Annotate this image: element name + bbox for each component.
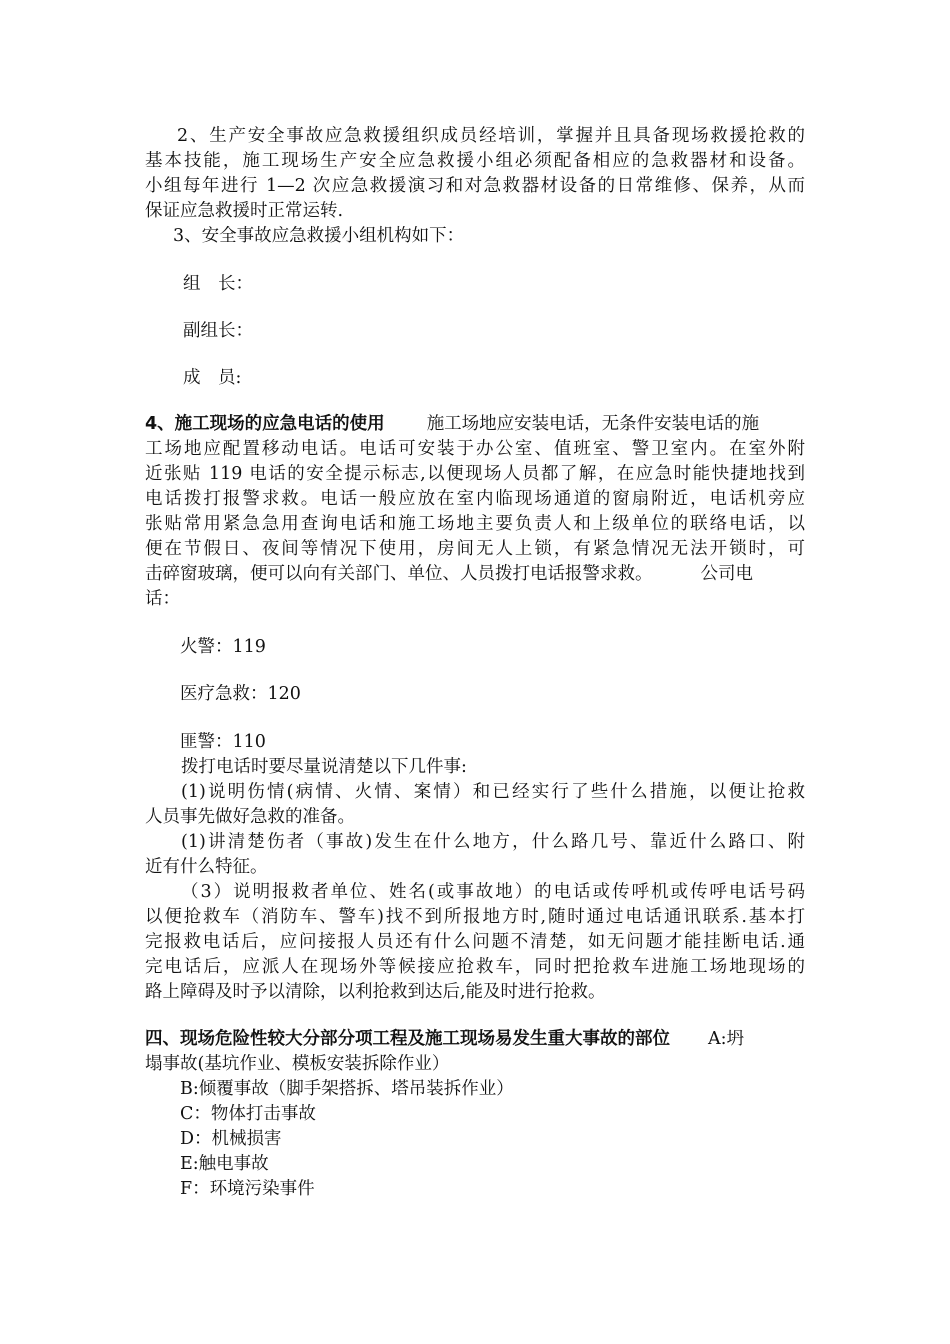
para2-line4: 保证应急救援时正常运转. <box>145 201 344 221</box>
sec4-line2: 工场地应配置移动电话。电话可安装于办公室、值班室、警卫室内。在室外附 <box>145 439 805 459</box>
secIV-line1 <box>145 1027 805 1052</box>
calls-item3-line4: 完电话后，应派人在现场外等候接应抢救车，同时把抢救车进施工场地现场的 <box>145 957 805 977</box>
group-deputy-label: 副组长： <box>183 321 253 341</box>
calls-item3-line2: 以便抢救车（消防车、警车)找不到所报地方时,随时通过电话通讯联系.基本打 <box>145 907 805 927</box>
calls-item2-line1: (1)讲清楚伤者（事故)发生在什么地方，什么路几号、靠近什么路口、附 <box>181 832 805 852</box>
sec4-line4: 电话拨打报警求救。电话一般应放在室内临现场通道的窗扇附近，电话机旁应 <box>145 489 805 509</box>
calls-item1-line2: 人员事先做好急救的准备。 <box>145 807 355 827</box>
sec4-heading: 4、施工现场的应急电话的使用 <box>145 414 385 434</box>
para3-line1: 3、安全事故应急救援小组机构如下： <box>173 226 465 246</box>
calls-item2-line2: 近有什么特征。 <box>145 857 268 877</box>
sec4-line7-b: 公司电 <box>700 564 753 584</box>
group-members-label: 成 员: <box>183 368 242 388</box>
para2-line1: 2、生产安全事故应急救援组织成员经培训，掌握并且具备现场救援抢救的 <box>177 126 805 146</box>
secIV-item-c: C：物体打击事故 <box>180 1104 316 1124</box>
secIV-item-a-start: A:坍 <box>708 1029 745 1049</box>
phone-fire: 火警：119 <box>180 637 266 657</box>
sec4-line3: 近张贴 119 电话的安全提示标志,以便现场人员都了解，在应急时能快捷地找到 <box>145 464 805 484</box>
group-leader-label: 组 长： <box>183 274 253 294</box>
secIV-item-e: E:触电事故 <box>180 1154 269 1174</box>
secIV-item-f: F：环境污染事件 <box>180 1179 315 1199</box>
sec4-line6: 便在节假日、夜间等情况下使用，房间无人上锁，有紧急情况无法开锁时，可 <box>145 539 805 559</box>
secIV-item-a-cont: 塌事故(基坑作业、模板安装拆除作业） <box>145 1054 450 1074</box>
sec4-line7 <box>145 562 805 587</box>
sec4-line5: 张贴常用紧急急用查询电话和施工场地主要负责人和上级单位的联络电话，以 <box>145 514 805 534</box>
sec4-line7-a: 击碎窗玻璃，便可以向有关部门、单位、人员拨打电话报警求救。 <box>145 564 653 584</box>
para2-line2: 基本技能，施工现场生产安全应急救援小组必须配备相应的急救器材和设备。 <box>145 151 805 171</box>
secIV-item-d: D：机械损害 <box>180 1129 282 1149</box>
phone-medical: 医疗急救：120 <box>180 684 301 704</box>
calls-item3-line1: （3）说明报救者单位、姓名(或事故地）的电话或传呼机或传呼电话号码 <box>181 882 805 902</box>
sec4-line1-rest: 施工场地应安装电话，无条件安装电话的施 <box>426 414 760 434</box>
calls-item1-line1: (1)说明伤情(病情、火情、案情）和已经实行了些什么措施，以便让抢救 <box>181 782 805 802</box>
phone-police: 匪警：110 <box>180 732 266 752</box>
calls-item3-line5: 路上障碍及时予以清除，以利抢救到达后,能及时进行抢救。 <box>145 982 606 1002</box>
calls-intro: 拨打电话时要尽量说清楚以下几件事: <box>181 757 467 777</box>
sec4-line8: 话： <box>145 589 180 609</box>
secIV-heading: 四、现场危险性较大分部分项工程及施工现场易发生重大事故的部位 <box>145 1029 670 1049</box>
para2-line3: 小组每年进行 1—2 次应急救援演习和对急救器材设备的日常维修、保养，从而 <box>145 176 805 196</box>
calls-item3-line3: 完报救电话后，应问接报人员还有什么问题不清楚，如无问题才能挂断电话.通 <box>145 932 805 952</box>
secIV-item-b: B:倾覆事故（脚手架搭拆、塔吊装拆作业） <box>180 1079 514 1099</box>
sec4-line1 <box>145 412 805 437</box>
